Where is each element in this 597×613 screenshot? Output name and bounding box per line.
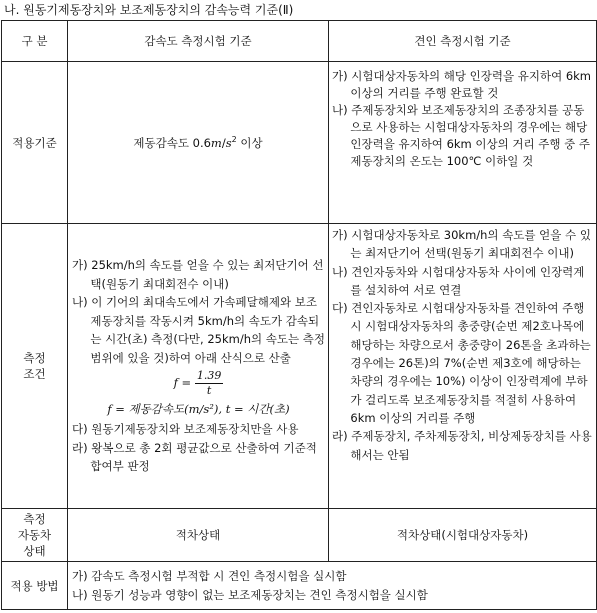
list-item: 다) 원동기제동장치와 보조제동장치만을 사용: [72, 422, 299, 437]
label-line: 조건: [23, 367, 46, 381]
formula-definition: f = 제동감속도(m/s²), t = 시간(초): [107, 402, 290, 417]
decel-value-text: 제동감속도 0.6: [133, 135, 211, 150]
formula-denominator: t: [206, 384, 212, 398]
label-line: 측정: [23, 351, 46, 365]
list-item: 가) 25km/h의 속도를 얻을 수 있는 최저단기어 선택(원동기 최대회전수 이내): [72, 258, 324, 291]
row-apply-method: [2, 562, 597, 610]
apply-method-content: [68, 562, 597, 610]
label-measure-condition: [2, 224, 68, 509]
formula-fraction: [195, 369, 224, 398]
label-vehicle-state: [2, 509, 68, 562]
list-item: 다) 견인자동차로 시험대상자동차를 견인하여 주행 시 시험대상자동차의 총중량(순번 제2호나목에 해당하는 차량으로서 총중량이 26톤을 초과하는 경우에는 26톤)의 7%(순번 제3호에 해당하는 차량의 경우에는 10%) 이상이 인장력계에 부하가 걸리도록 보조제동장치를 적절히 사용하여 6km 이상의 거리를 주행: [332, 301, 591, 425]
label-line: 측정: [23, 512, 46, 526]
list-item: 라) 주제동장치, 주차제동장치, 비상제동장치를 사용해서는 안됨: [332, 429, 592, 462]
table-header-row: [2, 21, 597, 62]
decel-suffix: 이상: [236, 135, 263, 150]
tow-vehicle-state: 적차상태(시험대상자동차): [329, 509, 597, 562]
list-item: 가) 감속도 측정시험 부적합 시 견인 측정시험을 실시함: [72, 568, 347, 583]
list-item: 나) 원동기 성능과 영향이 없는 보조제동장치는 견인 측정시험을 실시함: [72, 587, 428, 602]
label-line: 상태: [23, 544, 46, 558]
header-decel-test: 감속도 측정시험 기준: [68, 21, 329, 62]
list-item: 가) 시험대상자동차의 해당 인장력을 유지하여 6km 이상의 거리를 주행 완료할 것: [332, 69, 592, 100]
row-measure-condition: [2, 224, 597, 509]
formula: [72, 369, 325, 398]
deceleration-standard-table: [1, 20, 597, 610]
row-vehicle-state: [2, 509, 597, 562]
decel-measure-condition: [68, 224, 329, 509]
formula-numerator: 1.39: [196, 369, 222, 383]
list-item: 나) 주제동장치와 보조제동장치의 조종장치를 공동으로 사용하는 시험대상자동차의 경우에는 해당 인장력을 유지하여 6km 이상의 거리 주행 중 주제동장치의 온도는 100℃ 이하일 것: [332, 103, 591, 168]
label-apply-method: 적용 방법: [2, 562, 68, 610]
list-item: 가) 시험대상자동차로 30km/h의 속도를 얻을 수 있는 최저단기어 선택(원동기 최대회전수 이내): [332, 228, 591, 261]
label-apply-standard: 적용기준: [2, 62, 68, 224]
unit-meter: m: [210, 135, 222, 150]
label-line: 자동차: [17, 528, 52, 542]
list-item: 라) 왕복으로 총 2회 평균값으로 산출하여 기준적합여부 판정: [72, 440, 317, 474]
list-item: 나) 견인자동차와 시험대상자동차 사이에 인장력계를 설치하여 서로 연결: [332, 264, 585, 297]
unit-exponent: 2: [231, 134, 237, 144]
decel-vehicle-state: 적차상태: [68, 509, 329, 562]
row-apply-standard: [2, 62, 597, 224]
formula-lhs: f =: [173, 375, 195, 390]
tow-measure-condition: [329, 224, 597, 509]
section-title: 나. 원동기제동장치와 보조제동장치의 감속능력 기준(Ⅱ): [4, 3, 294, 17]
list-item: 나) 이 기어의 최대속도에서 가속페달해제와 보조제동장치를 작동시켜 5km/h의 속도가 감속되는 시간(초) 측정(다만, 25km/h의 속도는 측정 범위에 있을 것)하여 아래 산식으로 산출: [72, 295, 325, 365]
unit-second: s: [225, 135, 232, 150]
decel-apply-standard: 제동감속도 $0.6m/s^2$ 이상: [68, 62, 329, 224]
tow-apply-standard: [329, 62, 597, 224]
header-category: 구 분: [2, 21, 68, 62]
header-tow-test: 견인 측정시험 기준: [329, 21, 597, 62]
